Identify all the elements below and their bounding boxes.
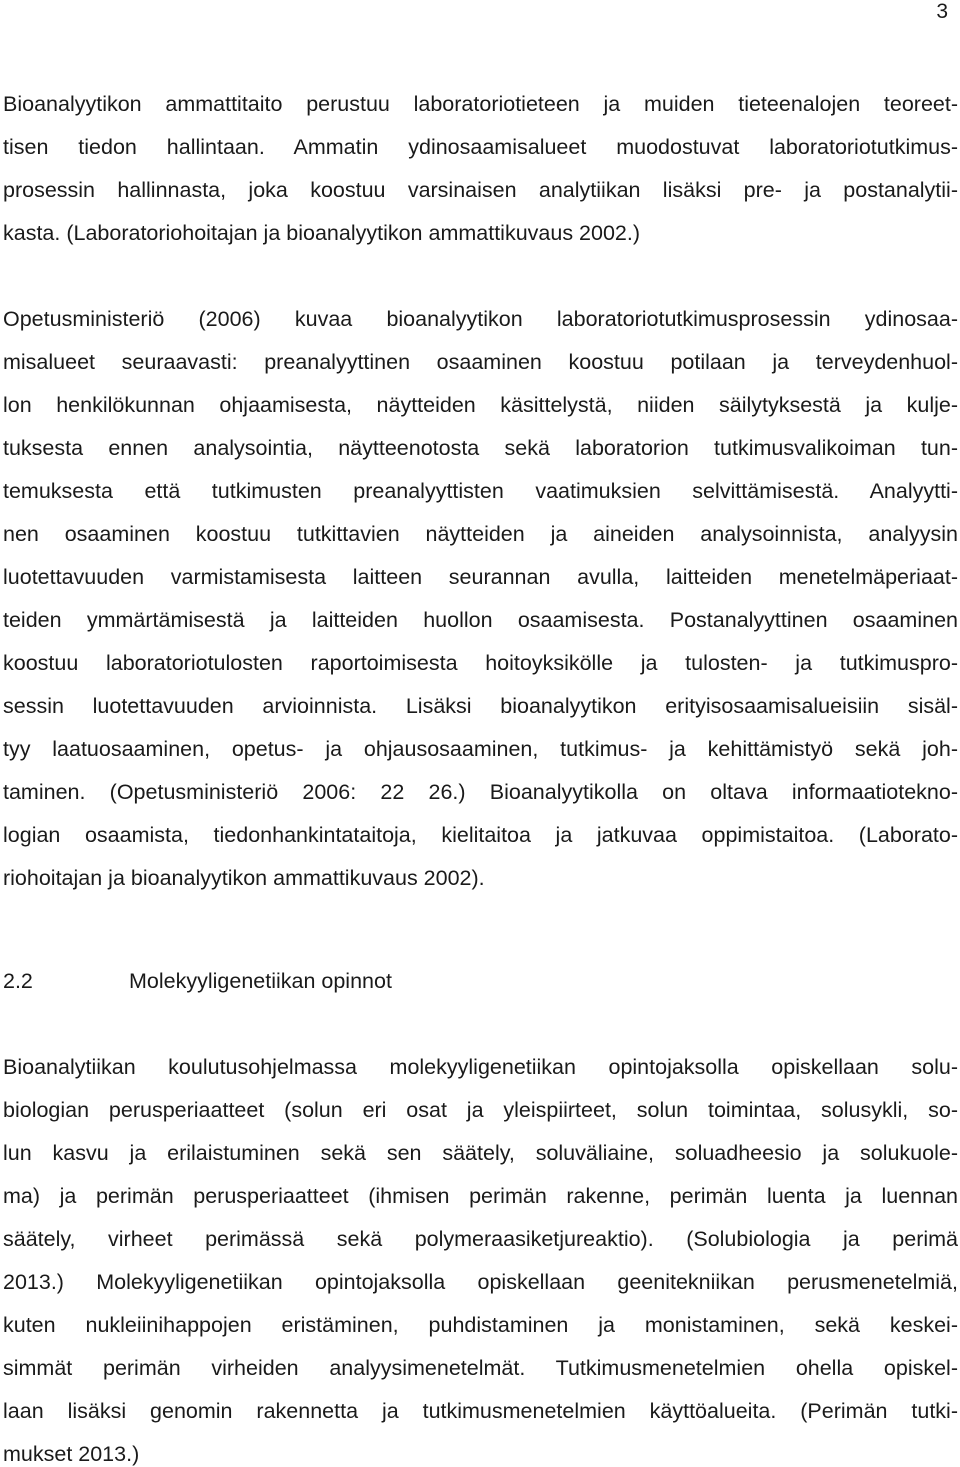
text-line: riohoitajan ja bioanalyytikon ammattikuvaus 2002).: [3, 866, 485, 890]
text-line: prosessin hallinnasta, joka koostuu varsinaisen analytiikan lisäksi pre- ja postanalytii-: [3, 178, 958, 202]
text-line: kasta. (Laboratoriohoitajan ja bioanalyytikon ammattikuvaus 2002.): [3, 221, 641, 245]
text-line: sessin luotettavuuden arvioinnista. Lisäksi bioanalyytikon erityisosaamisalueisiin sisäl-: [3, 694, 958, 718]
text-line: lun kasvu ja erilaistuminen sekä sen säätely, soluväliaine, soluadheesio ja solukuole-: [3, 1141, 958, 1165]
text-line: logian osaamista, tiedonhankintataitoja, kielitaitoa ja jatkuvaa oppimistaitoa. (Laborato-: [3, 823, 958, 847]
text-line: tuksesta ennen analysointia, näytteenotosta sekä laboratorion tutkimusvalikoiman tun-: [3, 436, 958, 460]
text-line: kuten nukleiinihappojen eristäminen, puhdistaminen ja monistaminen, sekä keskei-: [3, 1313, 958, 1337]
page-number: 3: [936, 0, 948, 23]
text-line: misalueet seuraavasti: preanalyyttinen osaaminen koostuu potilaan ja terveydenhuol-: [3, 350, 958, 374]
section-number: 2.2: [3, 969, 33, 993]
text-line: teiden ymmärtämisestä ja laitteiden huollon osaamisesta. Postanalyyttinen osaaminen: [3, 608, 958, 632]
text-line: koostuu laboratoriotulosten raportoimisesta hoitoyksikölle ja tulosten- ja tutkimuspro-: [3, 651, 958, 675]
text-line: temuksesta että tutkimusten preanalyyttisten vaatimuksien selvittämisestä. Analyytti-: [3, 479, 958, 503]
text-line: taminen. (Opetusministeriö 2006: 22 26.) Bioanalyytikolla on oltava informaatiotekno-: [3, 780, 958, 804]
section-title: Molekyyligenetiikan opinnot: [129, 969, 392, 993]
text-line: 2013.) Molekyyligenetiikan opintojaksolla opiskellaan geenitekniikan perusmenetelmiä,: [3, 1270, 958, 1294]
text-line: laan lisäksi genomin rakennetta ja tutkimusmenetelmien käyttöalueita. (Perimän tutki-: [3, 1399, 958, 1423]
text-line: luotettavuuden varmistamisesta laitteen seurannan avulla, laitteiden menetelmäperiaat-: [3, 565, 958, 589]
text-line: simmät perimän virheiden analyysimenetelmät. Tutkimusmenetelmien ohella opiskel-: [3, 1356, 958, 1380]
text-line: biologian perusperiaatteet (solun eri osat ja yleispiirteet, solun toimintaa, solusykli, so-: [3, 1098, 958, 1122]
text-line: tyy laatuosaaminen, opetus- ja ohjausosaaminen, tutkimus- ja kehittämistyö sekä joh-: [3, 737, 958, 761]
text-line: Bioanalytiikan koulutusohjelmassa molekyyligenetiikan opintojaksolla opiskellaan solu-: [3, 1055, 958, 1079]
text-line: Bioanalyytikon ammattitaito perustuu laboratoriotieteen ja muiden tieteenalojen teoreet-: [3, 92, 958, 116]
text-line: nen osaaminen koostuu tutkittavien näytteiden ja aineiden analysoinnista, analyysin: [3, 522, 958, 546]
text-line: tisen tiedon hallintaan. Ammatin ydinosaamisalueet muodostuvat laboratoriotutkimus-: [3, 135, 958, 159]
text-line: lon henkilökunnan ohjaamisesta, näytteiden käsittelystä, niiden säilytyksestä ja kulje-: [3, 393, 958, 417]
text-line: Opetusministeriö (2006) kuvaa bioanalyytikon laboratoriotutkimusprosessin ydinosaa-: [3, 307, 958, 331]
text-line: mukset 2013.): [3, 1442, 140, 1466]
text-line: ma) ja perimän perusperiaatteet (ihmisen perimän rakenne, perimän luenta ja luennan: [3, 1184, 958, 1208]
text-line: säätely, virheet perimässä sekä polymeraasiketjureaktio). (Solubiologia ja perimä: [3, 1227, 958, 1251]
